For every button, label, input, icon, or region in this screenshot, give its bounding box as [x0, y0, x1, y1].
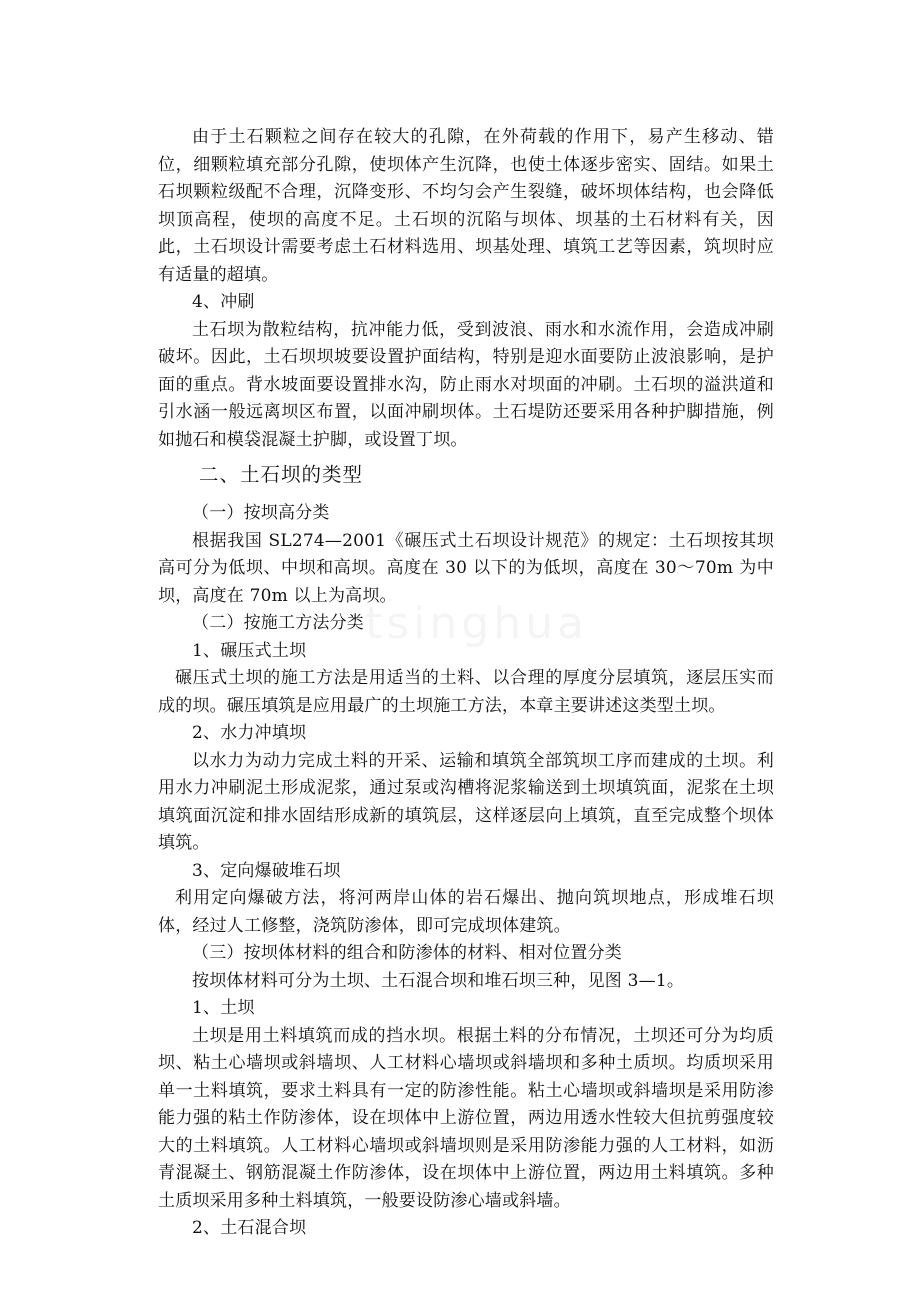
paragraph-settlement: 由于土石颗粒之间存在较大的孔隙，在外荷载的作用下，易产生移动、错位，细颗粒填充部分孔隙，使坝体产生沉降，也使土体逐步密实、固结。如果土石坝颗粒级配不合理，沉降变形、不均匀会产生裂缝，破坏坝体结构，也会降低坝顶高程，使坝的高度不足。土石坝的沉陷与坝体、坝基的土石材料有关，因此，土石坝设计需要考虑土石材料选用、坝基处理、填筑工艺等因素，筑坝时应有适量的超填。 [158, 127, 774, 285]
paragraph-scour: 土石坝为散粒结构，抗冲能力低，受到波浪、雨水和水流作用，会造成冲刷破坏。因此，土石坝坝坡要设置护面结构，特别是迎水面要防止波浪影响，是护面的重点。背水坡面要设置排水沟，防止雨水对坝面的冲刷。土石坝的溢洪道和引水涵一般远离坝区布置，以面冲刷坝体。土石堤防还要采用各种护脚措施，例如抛石和模袋混凝土护脚，或设置丁坝。 [158, 319, 774, 450]
subsection-by-construction: （二）按施工方法分类 [192, 613, 364, 633]
paragraph-by-height: 根据我国 SL274—2001《碾压式土石坝设计规范》的规定：土石坝按其坝高可分为低坝、中坝和高坝。高度在 30 以下的为低坝，高度在 30～70m 为中坝，高度在 70m 以上为高坝。 [158, 530, 774, 606]
paragraph-earth-dam: 土坝是用土料填筑而成的挡水坝。根据土料的分布情况，土坝还可分为均质坝、粘土心墙坝或斜墙坝、人工材料心墙坝或斜墙坝和多种土质坝。均质坝采用单一土料填筑，要求土料具有一定的防渗性能。粘土心墙坝或斜墙坝是采用防渗能力强的粘土作防渗体，设在坝体中上游位置，两边用透水性较大但抗剪强度较大的土料填筑。人工材料心墙坝或斜墙坝则是采用防渗能力强的人工材料，如沥青混凝土、钢筋混凝土作防渗体，设在坝体中上游位置，两边用土料填筑。多种土质坝采用多种土料填筑，一般要设防渗心墙或斜墙。 [158, 1025, 774, 1211]
section-title-dam-types: 二、土石坝的类型 [199, 463, 364, 486]
document-body [158, 124, 774, 1243]
paragraph-by-material: 按坝体材料可分为土坝、土石混合坝和堆石坝三种，见图 3—1。 [192, 970, 685, 991]
subsection-by-material: （三）按坝体材料的组合和防渗体的材料、相对位置分类 [192, 943, 622, 963]
paragraph-hydraulic-fill: 以水力为动力完成土料的开采、运输和填筑全部筑坝工序而建成的土坝。利用水力冲刷泥土形成泥浆，通过泵或沟槽将泥浆输送到土坝填筑面，泥浆在土坝填筑面沉淀和排水固结形成新的填筑层，这样逐层向上填筑，直至完成整个坝体填筑。 [158, 750, 774, 853]
heading-blasting-dam: 3、定向爆破堆石坝 [192, 860, 341, 881]
heading-rolled-dam: 1、碾压式土坝 [192, 640, 307, 661]
paragraph-rolled-dam: 碾压式土坝的施工方法是用适当的土料、以合理的厚度分层填筑，逐层压实而成的坝。碾压填筑是应用最广的土坝施工方法，本章主要讲述这类型土坝。 [158, 668, 774, 716]
subsection-by-height: （一）按坝高分类 [192, 503, 330, 523]
heading-earth-rock-dam: 2、土石混合坝 [192, 1218, 307, 1238]
heading-hydraulic-fill: 2、水力冲填坝 [192, 723, 307, 743]
heading-earth-dam: 1、土坝 [192, 998, 255, 1018]
heading-scour: 4、冲刷 [192, 292, 255, 312]
paragraph-blasting-dam: 利用定向爆破方法，将河两岸山体的岩石爆出、抛向筑坝地点，形成堆石坝体，经过人工修整，浇筑防渗体，即可完成坝体建筑。 [158, 888, 774, 936]
